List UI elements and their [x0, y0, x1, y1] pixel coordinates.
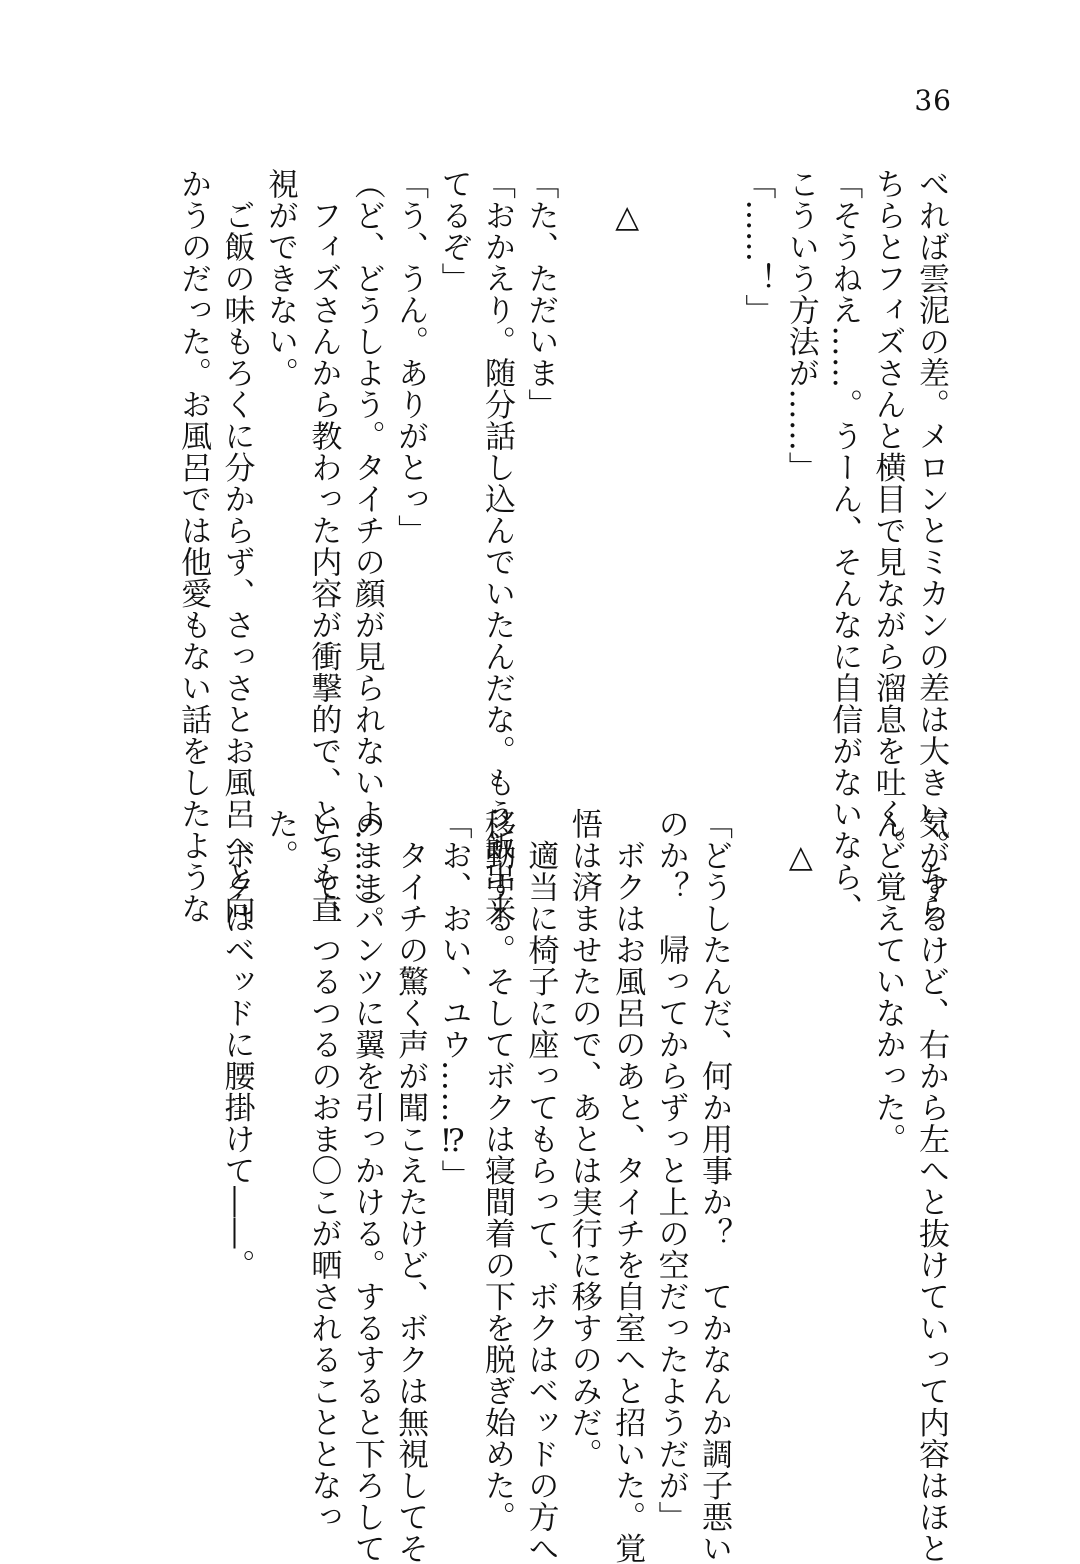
text-line: のままパンツに翼を引っかける。するすると下ろして — [348, 808, 385, 1564]
text-line: た。 — [261, 808, 298, 871]
text-line: 「おかえり。随分話し込んでいたんだな。もう飯出来 — [478, 168, 515, 924]
blank-line — [561, 168, 604, 758]
text-line: タイチの驚く声が聞こえたけど、ボクは無視してそ — [392, 808, 429, 1564]
text-line: 「……！」 — [739, 168, 776, 326]
text-line: 「た、ただいま」 — [522, 168, 559, 420]
text-line: 適当に椅子に座ってもらって、ボクはベッドの方へ — [522, 808, 559, 1564]
text-line: のか？ 帰ってからずっと上の空だったようだが」 — [652, 808, 689, 1533]
text-line: 「そうねえ……。うーん、そんなに自信がないなら、 — [826, 168, 863, 924]
text-line: 気がするけど、右から左へと抜けていって内容はほと — [913, 808, 949, 1564]
text-line: 移動する。そしてボクは寝間着の下を脱ぎ始めた。 — [478, 808, 515, 1533]
text-line: （ど、どうしよう。タイチの顔が見られないよ……） — [348, 168, 385, 924]
blank-line — [692, 168, 735, 758]
text-line: 「お、おい、ユウ……⁉」 — [435, 808, 472, 1191]
text-line: べれば雲泥の差。メロンとミカンの差は大きい。ちら — [913, 168, 949, 924]
text-line: かうのだった。お風呂では他愛もない話をしたような — [175, 168, 212, 924]
blank-line — [648, 168, 691, 758]
text-line: てるぞ」 — [435, 168, 472, 294]
text-line: 「う、うん。ありがとっ」 — [392, 168, 429, 546]
text-line: いって、つるつるのおま〇こが晒されることとなっ — [305, 808, 342, 1533]
text-line: 悟は済ませたので、あとは実行に移すのみだ。 — [565, 808, 602, 1470]
text-line: ちらとフィズさんと横目で見ながら溜息を吐く。 — [869, 168, 906, 861]
text-line: ボクはベッドに腰掛けて――。 — [218, 808, 255, 1281]
text-line: 「どうしたんだ、何か用事か？ てかなんか調子悪い — [696, 808, 732, 1564]
text-line: 視ができない。 — [261, 168, 298, 389]
text-line: フィズさんから教わった内容が衝撃的で、とても直 — [305, 168, 342, 924]
blank-line — [735, 808, 778, 1398]
text-line: ボクはお風呂のあと、タイチを自室へと招いた。覚 — [609, 808, 646, 1564]
text-column-bottom — [218, 808, 952, 1564]
text-line: こういう方法が……」 — [782, 168, 819, 483]
scene-break-marker: △ — [609, 199, 646, 236]
scene-break-marker: △ — [782, 839, 819, 876]
text-line: んど覚えていなかった。 — [869, 808, 906, 1155]
text-column-top — [172, 168, 952, 924]
page-number: 36 — [914, 84, 952, 117]
blank-line — [822, 808, 865, 1398]
text-line: ご飯の味もろくに分からず、さっさとお風呂へと向 — [218, 168, 255, 924]
